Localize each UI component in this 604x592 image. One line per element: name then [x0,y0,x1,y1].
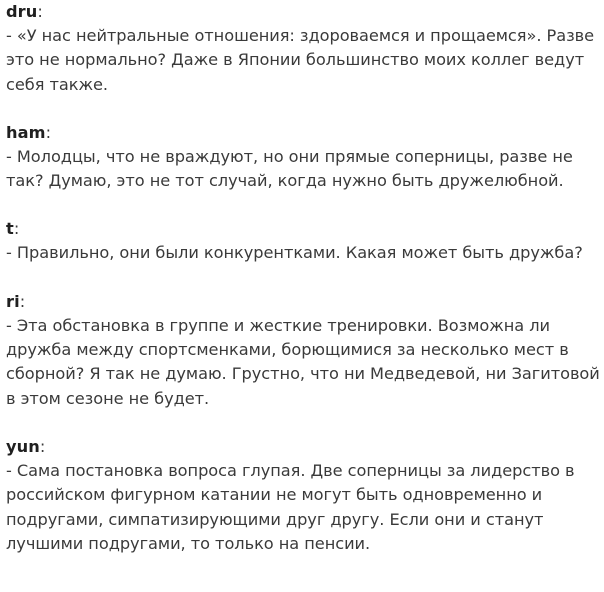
comment-header [6,435,600,459]
comment-item [6,121,600,194]
comment-author: dru [6,2,38,21]
comment-author: t [6,219,14,239]
comment-header [6,217,600,241]
author-colon: : [13,219,20,239]
comment-item [6,290,600,411]
comment-item [6,217,600,265]
author-colon: : [45,122,52,142]
comment-header [6,290,600,314]
comment-author: ri [6,291,20,311]
comment-item [6,0,600,97]
comment-header [6,0,600,24]
author-colon: : [37,2,43,21]
comment-text: - Правильно, они были конкурентками. Какая может быть дружба? [6,243,583,263]
author-colon: : [19,291,26,311]
comment-text: - Сама постановка вопроса глупая. Две соперницы за лидерство в российском фигурном катании не могут быть одновременно и подругами, симпатизирующими друг другу. Если они и станут лучшими подругами, то только на пенсии. [6,460,575,553]
comment-item [6,435,600,556]
comment-header [6,121,600,145]
comment-text: - Молодцы, что не враждуют, но они прямые соперницы, разве не так? Думаю, это не тот случай, когда нужно быть дружелюбной. [6,146,573,191]
comment-text: - Эта обстановка в группе и жесткие тренировки. Возможна ли дружба между спортсменками, борющимися за несколько мест в сборной? Я так не думаю. Грустно, что ни Медведевой, ни Загитовой в этом сезоне не будет. [6,315,600,408]
comment-author: yun [6,436,40,456]
comment-text: - «У нас нейтральные отношения: здороваемся и прощаемся». Разве это не нормально? Даже в Японии большинство моих коллег ведут себя также. [6,26,595,94]
author-colon: : [39,436,46,456]
comment-author: ham [6,122,46,142]
